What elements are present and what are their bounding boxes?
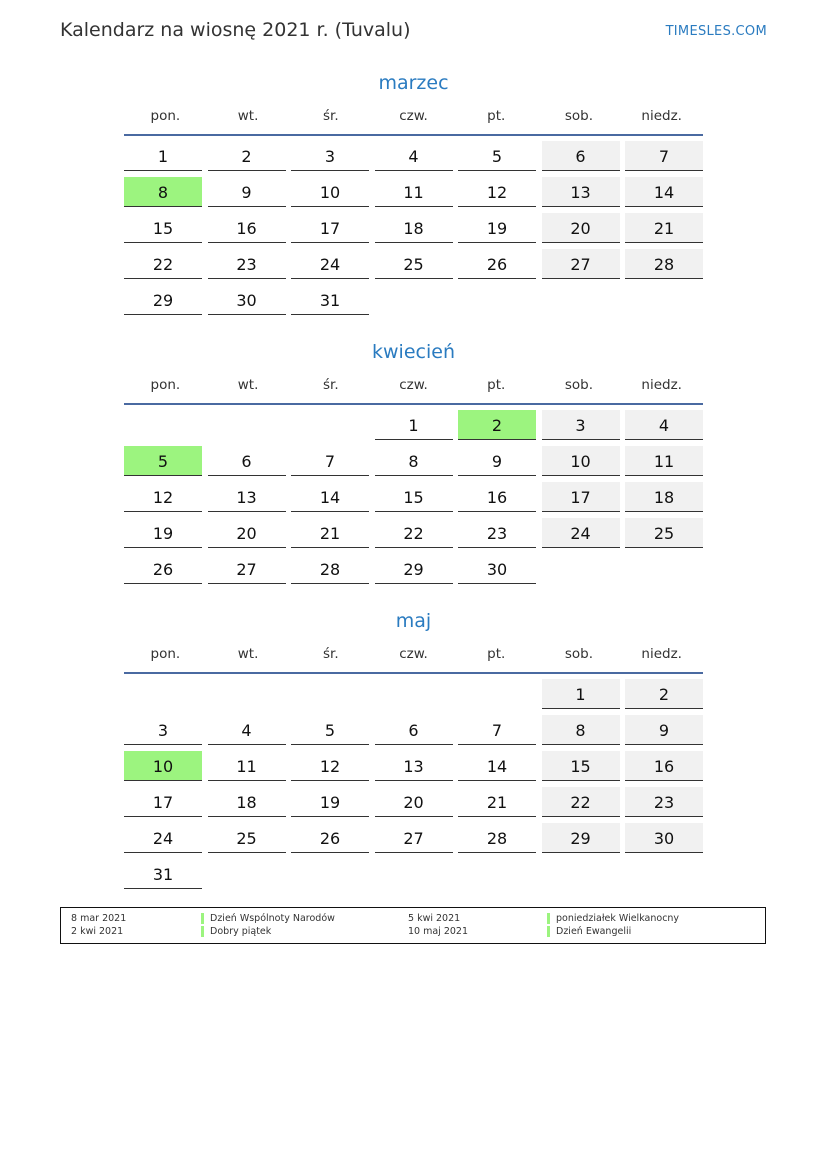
empty-day-cell	[458, 285, 536, 315]
day-cell: 10	[291, 177, 369, 207]
empty-day-cell	[625, 859, 703, 889]
day-cell: 13	[542, 177, 620, 207]
empty-day-cell	[124, 679, 202, 709]
empty-day-cell	[542, 285, 620, 315]
day-cell: 6	[375, 715, 453, 745]
day-cell: 8	[375, 446, 453, 476]
weekday-header	[124, 106, 703, 136]
empty-day-cell	[208, 410, 286, 440]
week-row	[124, 212, 703, 248]
day-cell: 11	[208, 751, 286, 781]
day-cell: 23	[208, 249, 286, 279]
day-cell: 1	[375, 410, 453, 440]
day-cell: 14	[458, 751, 536, 781]
weekday-label: sob.	[564, 646, 594, 662]
day-cell: 29	[542, 823, 620, 853]
day-cell: 1	[542, 679, 620, 709]
day-cell: 11	[375, 177, 453, 207]
day-cell: 16	[625, 751, 703, 781]
weekday-label: niedz.	[641, 646, 682, 662]
month-name: marzec	[378, 72, 449, 94]
day-cell: 18	[625, 482, 703, 512]
week-row	[124, 553, 703, 589]
day-grid	[124, 140, 703, 320]
month-block	[124, 339, 703, 589]
weekday-label: pt.	[487, 377, 506, 393]
day-cell: 17	[124, 787, 202, 817]
day-cell: 11	[625, 446, 703, 476]
empty-day-cell	[542, 554, 620, 584]
day-cell: 21	[625, 213, 703, 243]
day-cell: 26	[458, 249, 536, 279]
day-cell: 2	[625, 679, 703, 709]
week-row	[124, 140, 703, 176]
day-cell: 3	[291, 141, 369, 171]
day-cell: 30	[208, 285, 286, 315]
day-cell: 27	[542, 249, 620, 279]
day-cell: 4	[625, 410, 703, 440]
day-cell: 23	[458, 518, 536, 548]
week-row	[124, 481, 703, 517]
empty-day-cell	[458, 679, 536, 709]
week-row	[124, 445, 703, 481]
empty-day-cell	[625, 554, 703, 584]
weekday-label: pon.	[150, 646, 181, 662]
weekday-label: niedz.	[641, 108, 682, 124]
day-cell: 27	[375, 823, 453, 853]
week-row	[124, 786, 703, 822]
week-row	[124, 248, 703, 284]
week-row	[124, 714, 703, 750]
week-row	[124, 284, 703, 320]
day-cell: 10	[542, 446, 620, 476]
legend-date: 8 mar 2021	[71, 913, 127, 924]
day-cell: 25	[625, 518, 703, 548]
day-cell: 4	[208, 715, 286, 745]
empty-day-cell	[291, 679, 369, 709]
weekday-label: śr.	[322, 377, 339, 393]
day-cell: 31	[124, 859, 202, 889]
day-cell: 20	[542, 213, 620, 243]
weekday-label: czw.	[399, 646, 428, 662]
day-cell: 12	[124, 482, 202, 512]
week-row	[124, 409, 703, 445]
day-cell: 14	[291, 482, 369, 512]
weekday-label: śr.	[322, 646, 339, 662]
day-cell: 3	[542, 410, 620, 440]
day-cell: 15	[124, 213, 202, 243]
week-row	[124, 750, 703, 786]
day-cell: 7	[291, 446, 369, 476]
day-cell: 25	[375, 249, 453, 279]
legend-holiday-name: Dzień Ewangelii	[547, 926, 631, 937]
day-cell: 20	[375, 787, 453, 817]
day-cell: 23	[625, 787, 703, 817]
month-name: kwiecień	[372, 341, 455, 363]
day-grid	[124, 678, 703, 894]
day-cell: 25	[208, 823, 286, 853]
weekday-label: wt.	[237, 377, 259, 393]
day-cell: 26	[124, 554, 202, 584]
day-cell: 18	[208, 787, 286, 817]
brand-link[interactable]: TIMESLES.COM	[665, 24, 767, 39]
empty-day-cell	[208, 679, 286, 709]
day-cell: 16	[458, 482, 536, 512]
day-cell: 30	[625, 823, 703, 853]
weekday-label: czw.	[399, 377, 428, 393]
legend-date: 5 kwi 2021	[408, 913, 461, 924]
legend-holiday-name: Dzień Wspólnoty Narodów	[201, 913, 335, 924]
holiday-day-cell: 8	[124, 177, 202, 207]
week-row	[124, 176, 703, 212]
week-row	[124, 822, 703, 858]
month-name: maj	[395, 610, 432, 632]
day-cell: 22	[375, 518, 453, 548]
day-cell: 22	[124, 249, 202, 279]
day-cell: 13	[208, 482, 286, 512]
empty-day-cell	[291, 410, 369, 440]
day-cell: 19	[458, 213, 536, 243]
day-cell: 6	[208, 446, 286, 476]
day-cell: 14	[625, 177, 703, 207]
day-cell: 8	[542, 715, 620, 745]
weekday-label: sob.	[564, 108, 594, 124]
day-cell: 2	[208, 141, 286, 171]
week-row	[124, 517, 703, 553]
day-cell: 5	[291, 715, 369, 745]
day-cell: 15	[375, 482, 453, 512]
week-row	[124, 858, 703, 894]
week-row	[124, 678, 703, 714]
day-cell: 18	[375, 213, 453, 243]
day-cell: 16	[208, 213, 286, 243]
day-cell: 31	[291, 285, 369, 315]
day-cell: 9	[208, 177, 286, 207]
holiday-legend	[60, 907, 766, 944]
legend-date: 10 maj 2021	[408, 926, 469, 937]
empty-day-cell	[375, 859, 453, 889]
holiday-day-cell: 10	[124, 751, 202, 781]
day-cell: 12	[458, 177, 536, 207]
day-cell: 22	[542, 787, 620, 817]
day-cell: 15	[542, 751, 620, 781]
empty-day-cell	[208, 859, 286, 889]
day-cell: 9	[458, 446, 536, 476]
day-cell: 6	[542, 141, 620, 171]
empty-day-cell	[375, 679, 453, 709]
weekday-label: niedz.	[641, 377, 682, 393]
day-cell: 29	[375, 554, 453, 584]
weekday-label: pt.	[487, 646, 506, 662]
day-cell: 28	[458, 823, 536, 853]
day-cell: 24	[124, 823, 202, 853]
day-grid	[124, 409, 703, 589]
day-cell: 21	[291, 518, 369, 548]
month-block	[124, 608, 703, 894]
day-cell: 17	[542, 482, 620, 512]
legend-date: 2 kwi 2021	[71, 926, 124, 937]
day-cell: 7	[625, 141, 703, 171]
day-cell: 24	[291, 249, 369, 279]
day-cell: 19	[291, 787, 369, 817]
holiday-day-cell: 5	[124, 446, 202, 476]
weekday-label: sob.	[564, 377, 594, 393]
weekday-header	[124, 375, 703, 405]
day-cell: 21	[458, 787, 536, 817]
day-cell: 24	[542, 518, 620, 548]
weekday-header	[124, 644, 703, 674]
day-cell: 27	[208, 554, 286, 584]
weekday-label: pt.	[487, 108, 506, 124]
legend-holiday-name: poniedziałek Wielkanocny	[547, 913, 679, 924]
day-cell: 3	[124, 715, 202, 745]
empty-day-cell	[458, 859, 536, 889]
day-cell: 20	[208, 518, 286, 548]
holiday-day-cell: 2	[458, 410, 536, 440]
weekday-label: czw.	[399, 108, 428, 124]
day-cell: 13	[375, 751, 453, 781]
day-cell: 29	[124, 285, 202, 315]
day-cell: 17	[291, 213, 369, 243]
legend-holiday-name: Dobry piątek	[201, 926, 271, 937]
empty-day-cell	[124, 410, 202, 440]
day-cell: 28	[625, 249, 703, 279]
day-cell: 12	[291, 751, 369, 781]
empty-day-cell	[542, 859, 620, 889]
day-cell: 7	[458, 715, 536, 745]
day-cell: 4	[375, 141, 453, 171]
weekday-label: śr.	[322, 108, 339, 124]
weekday-label: pon.	[150, 108, 181, 124]
day-cell: 1	[124, 141, 202, 171]
day-cell: 19	[124, 518, 202, 548]
weekday-label: wt.	[237, 108, 259, 124]
weekday-label: wt.	[237, 646, 259, 662]
empty-day-cell	[375, 285, 453, 315]
day-cell: 30	[458, 554, 536, 584]
weekday-label: pon.	[150, 377, 181, 393]
month-block	[124, 70, 703, 320]
day-cell: 5	[458, 141, 536, 171]
day-cell: 28	[291, 554, 369, 584]
page-title: Kalendarz na wiosnę 2021 r. (Tuvalu)	[60, 19, 411, 41]
day-cell: 26	[291, 823, 369, 853]
empty-day-cell	[625, 285, 703, 315]
empty-day-cell	[291, 859, 369, 889]
day-cell: 9	[625, 715, 703, 745]
